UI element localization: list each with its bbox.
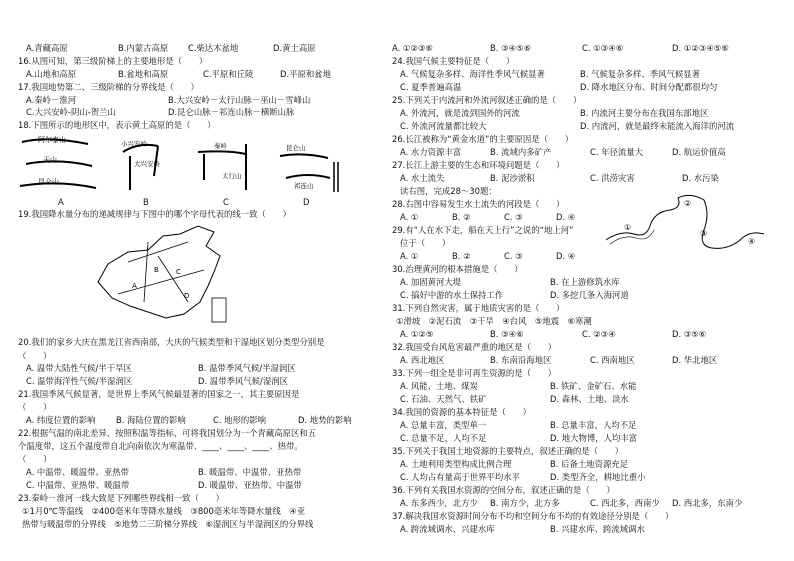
text-line: D. ④ [556,251,576,261]
text-line: D. 多挖几条入海河道 [550,290,629,300]
text-line: C. 搞好中游的水土保持工作 [400,290,504,300]
text-line: C. 总量不足，人均不足 [400,433,487,443]
mountain-label: 秦岭 [214,142,227,150]
text-line: 26.长江被称为“黄金水道”的主要原因是（ ） [392,134,574,144]
mountain-label: 昆仑山 [38,178,59,186]
text-line: D. 水污染 [682,173,719,183]
mountain-label: 太行山 [222,172,242,180]
text-line: C. 温带海洋性气候/半湿润区 [26,376,133,386]
map-line-label: C [176,268,181,276]
figure-b [121,139,161,190]
q18-terrain-figures [18,132,358,196]
text-line: C. 地形的影响 [213,415,267,425]
map-line-label: D [184,292,190,300]
text-line: D. 类型齐全，耕地比重小 [550,472,646,482]
text-line: B. 温带季风气候/半湿润区 [198,363,296,373]
text-line: B.大兴安岭－太行山脉－巫山－雪峰山 [168,95,311,105]
text-line: A. 水土流失 [400,173,445,183]
text-line: 37.解决我国水资源时间分布不均和空间分布不均的有效途径分别是（ ） [392,511,674,521]
mountain-label: 天山 [43,156,57,164]
mountain-label: 昆仑山 [286,144,306,152]
river-segment-label: ④ [748,237,756,246]
text-line: 18.下图所示的地形区中，表示黄土高原的是（ ） [18,120,216,130]
text-line: B [143,197,149,207]
mountain-label: 小兴安岭 [121,140,147,148]
text-line: A. 温带大陆性气候/半干旱区 [26,363,132,373]
china-map-figure [88,222,248,330]
text-line: C. ③ [504,212,523,222]
map-line-label: B [154,266,159,274]
text-line: C.大兴安岭-阴山-贺兰山 [26,107,116,117]
text-line: C. ③ [504,251,523,261]
mountain-label: 祁连山 [294,182,314,190]
text-line: A.秦岭－淮河 [26,95,77,105]
text-line: D. ③⑤⑥ [672,329,707,339]
text-line: （ ） [18,402,52,412]
text-line: D. 降水地区分布、时间分配都很均匀 [580,82,718,92]
text-line: B. 流域内多矿产 [490,147,552,157]
text-line: B. 总量丰富，人均不足 [550,420,637,430]
text-line: B. 气候复杂多样、季风气候显著 [580,69,700,79]
text-line: C.平原和丘陵 [203,69,254,79]
text-line: A. 东多西少，北方少 [400,498,478,508]
text-line: 30.治理黄河的根本措施是（ ） [392,264,523,274]
text-line: D. 航运价值高 [672,147,726,157]
text-line: 36.下列有关我国水资源的空间分布，叙述正确的是（ ） [392,485,615,495]
text-line: D. 地大物博，人均丰富 [550,433,638,443]
text-line: D. 西北多，东南少 [672,498,743,508]
text-line: B. 在上游修筑水库 [550,277,620,287]
text-line: B. 后备土地资源充足 [550,459,629,469]
text-line: 34.我国的资源的基本特征是（ ） [392,407,531,417]
text-line: A. 跨流域调水、兴建水库 [400,524,495,534]
text-line: B. 内流河主要分布在我国东部地区 [580,108,709,118]
text-line: 16.从图可知，第三级阶梯上的主要地形是（ ） [18,56,208,66]
text-line: D. 内流河，就是最终未能流入海洋的河流 [580,121,735,131]
text-line: D. 温带季风气候/湿润区 [198,376,288,386]
text-line: A. 气候复杂多样、海洋性季风气候显著 [400,69,545,79]
text-line: 22.根据气温的南北差异，按照积温等指标，可将我国划分为一个青藏高原区和五 [18,428,317,438]
map-line-label: A [132,282,137,290]
text-line: D.平原和盆地 [280,69,331,79]
yellow-river-figure [600,190,770,262]
text-line: ①滑坡 ②泥石流 ③干旱 ④台风 ⑤地震 ⑥寒潮 [396,316,592,326]
text-line: C. 外流河流量都比较大 [400,121,487,131]
mountain-label: 大兴安岭 [134,160,160,168]
figure-c [198,141,246,190]
text-line: C. 人均占有量高于世界平均水平 [400,472,521,482]
text-line: C. 夏季普遍高温 [400,82,462,92]
text-line: 23.秦岭－淮河一线大致是下列哪些界线相一致（ ） [18,493,224,503]
text-line: B. ② [452,212,471,222]
text-line: B. 暖温带、中温带、亚热带 [198,467,302,477]
text-line: D. ④ [556,212,576,222]
river-segment-label: ② [684,199,692,208]
text-line: C. ②③④ [582,329,616,339]
text-line: 29.有“人在水下走，船在天上行”之说的“地上河” [392,225,574,235]
text-line: A. ①②⑤ [400,329,434,339]
text-line: D. 暖温带、亚热带、中温带 [198,480,302,490]
text-line: A. 风能、土地、煤炭 [400,381,478,391]
text-line: 21.我国季风气候显著，是世界上季风气候最显著的国家之一，其主要原因是 [18,389,300,399]
text-line: ①1月0℃等温线 ②400毫米年等降水量线 ③800毫米年等降水量线 ④亚 [22,506,306,516]
text-line: C. 西北多，西南少 [590,498,660,508]
text-line: 20.我们的家乡大庆在黑龙江省西南部，大庆的气候类型和干湿地区划分类型分别是 [18,337,325,347]
text-line: C [223,197,229,207]
text-line: A. 总量丰富，类型单一 [400,420,487,430]
text-line: 32.我国受台风危害最严重的地区是（ ） [392,342,557,352]
text-line: 27.长江上游主要的生态和环境问题是（ ） [392,160,565,170]
text-line: D.黄土高原 [273,43,316,53]
text-line: （ ） [18,454,52,464]
text-line: 17.我国地势第二、三级阶梯的分界线是（ ） [18,82,199,92]
text-line: C. 中温带、亚热带、暖温带 [26,480,130,490]
text-line: A. 中温带、暖温带、亚热带 [26,467,130,477]
text-line: D. ①②③④⑤⑥ [672,43,729,53]
text-line: 35.下列关于我国土地资源的主要特点，叙述正确的是（ ） [392,446,624,456]
text-line: A. ① [400,251,419,261]
text-line: B.内蒙古高原 [118,43,169,53]
text-line: A. ① [400,212,419,222]
text-line: 28.右图中容易发生水土流失的河段是（ ） [392,199,565,209]
text-line: B. 兴建水库、跨流域调水 [550,524,645,534]
text-line: B. 海陆位置的影响 [116,415,186,425]
text-line: A. ①②③⑥ [392,43,433,53]
mountain-label: 阿尔泰山 [38,136,66,144]
text-line: 19.我国降水量分布的递减规律与下图中的哪个字母代表的线一致（ ） [18,209,291,219]
text-line: B. ② [452,251,471,261]
figure-a [20,135,96,188]
text-line: 33.下列一组全是非可再生资源的是（ ） [392,368,557,378]
text-line: A.山地和高原 [26,69,77,79]
text-line: D [303,197,310,207]
text-line: A. 纬度位置的影响 [26,415,96,425]
text-line: 读右图，完成28～30题： [400,186,497,196]
text-line: B. 南方少，北方多 [490,498,560,508]
text-line: A [58,197,64,207]
text-line: C. 洪涝灾害 [590,173,635,183]
text-line: A.青藏高原 [26,43,68,53]
text-line: C. 西南地区 [590,355,635,365]
text-line: 位于（ ） [400,238,451,248]
text-line: A. 水力资源丰富 [400,147,462,157]
text-line: D.昆仑山脉－祁连山脉－横断山脉 [168,107,295,117]
text-line: B. ③④⑤⑥ [490,43,532,53]
text-line: C. 年径流量大 [590,147,644,157]
text-line: C. ①③④⑥ [582,43,624,53]
text-line: 24.我国气候主要特征是（ ） [392,56,515,66]
text-line: A. 土地利用类型构成比例合理 [400,459,512,469]
river-segment-label: ① [624,223,632,232]
text-line: A. 加固黄河大堤 [400,277,462,287]
text-line: B. 泥沙淤积 [490,173,535,183]
text-line: A. 外流河，就是流到国外的河流 [400,108,520,118]
text-line: （ ） [18,351,52,361]
text-line: 个温度带，这五个温度带自北向南依次为寒温带、____、____、____、热带。 [18,441,303,451]
text-line: 31.下列自然灾害，属于地质灾害的是（ ） [392,303,565,313]
figure-d [280,143,338,192]
text-line: D. 华北地区 [672,355,718,365]
text-line: 热带与暖温带的分界线 ⑤地势二三阶梯分界线 ⑥湿润区与半湿润区的分界线 [22,519,314,529]
text-line: B. 东南沿海地区 [490,355,552,365]
river-segment-label: ③ [700,229,708,238]
text-line: C.柴达木盆地 [188,43,239,53]
text-line: C. 石油、天然气、铁矿 [400,394,487,404]
text-line: D. 森林、土地、淡水 [550,394,629,404]
text-line: B. ③④⑥ [490,329,524,339]
text-line: B.盆地和高原 [118,69,169,79]
text-line: D. 地势的影响 [298,415,352,425]
text-line: 25.下列关于内流河和外流河叙述正确的是（ ） [392,95,582,105]
text-line: A. 西北地区 [400,355,445,365]
text-line: B. 铁矿、金矿石、水能 [550,381,637,391]
